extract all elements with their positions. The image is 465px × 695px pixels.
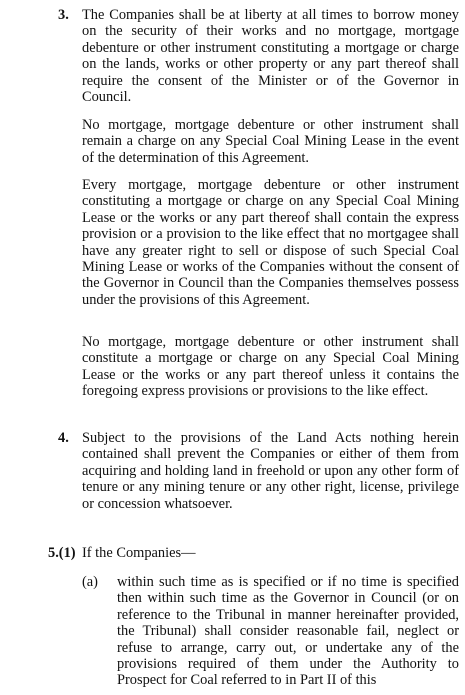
clause-3-paragraph-2: No mortgage, mortgage debenture or other instrument shall remain a charge on any Special Coal Mining Lease in the event of the determination of this Agreement. (82, 117, 459, 166)
clause-3-paragraph-1: The Companies shall be at liberty at all times to borrow money on the security of their works and no mortgage, mortgage debenture or other instrument constituting a mortgage or charge on the lands, works or other property or any part thereof shall require the consent of the Minister or of the Governor in Council. (82, 7, 459, 106)
clause-5-lead: If the Companies— (82, 545, 196, 561)
clause-number: 5.(1) (48, 545, 76, 561)
subclause-label: (a) (82, 574, 98, 590)
clause-4-paragraph: Subject to the provisions of the Land Acts nothing herein contained shall prevent the Companies or either of them from acquiring and holding land in freehold or upon any other form of tenure or any mining tenure or any other right, license, privilege or concession whatsoever. (82, 430, 459, 512)
clause-3-paragraph-4: No mortgage, mortgage debenture or other instrument shall constitute a mortgage or charge on any Special Coal Mining Lease or the works or any part thereof unless it contains the foregoing express provisions or provisions to the like effect. (82, 334, 459, 400)
clause-number: 3. (58, 7, 69, 23)
subclause-a-text: within such time as is specified or if no time is specified then within such time as the Governor in Council (or on reference to the Tribunal in manner hereinafter provided, the Tribunal) shall consider reasonable fail, neglect or refuse to arrange, carry out, or undertake any of the provisions required of them under the Authority to Prospect for Coal referred to in Part II of this (117, 574, 459, 689)
clause-3-paragraph-3: Every mortgage, mortgage debenture or other instrument constituting a mortgage or charge on any Special Coal Mining Lease or the works or any part thereof shall contain the express provision or a provision to the like effect that no mortgagee shall have any greater right to sell or dispose of such Special Coal Mining Lease or works of the Companies without the consent of the Governor in Council than the Companies themselves possess under the provisions of this Agreement. (82, 177, 459, 308)
clause-number: 4. (58, 430, 69, 446)
